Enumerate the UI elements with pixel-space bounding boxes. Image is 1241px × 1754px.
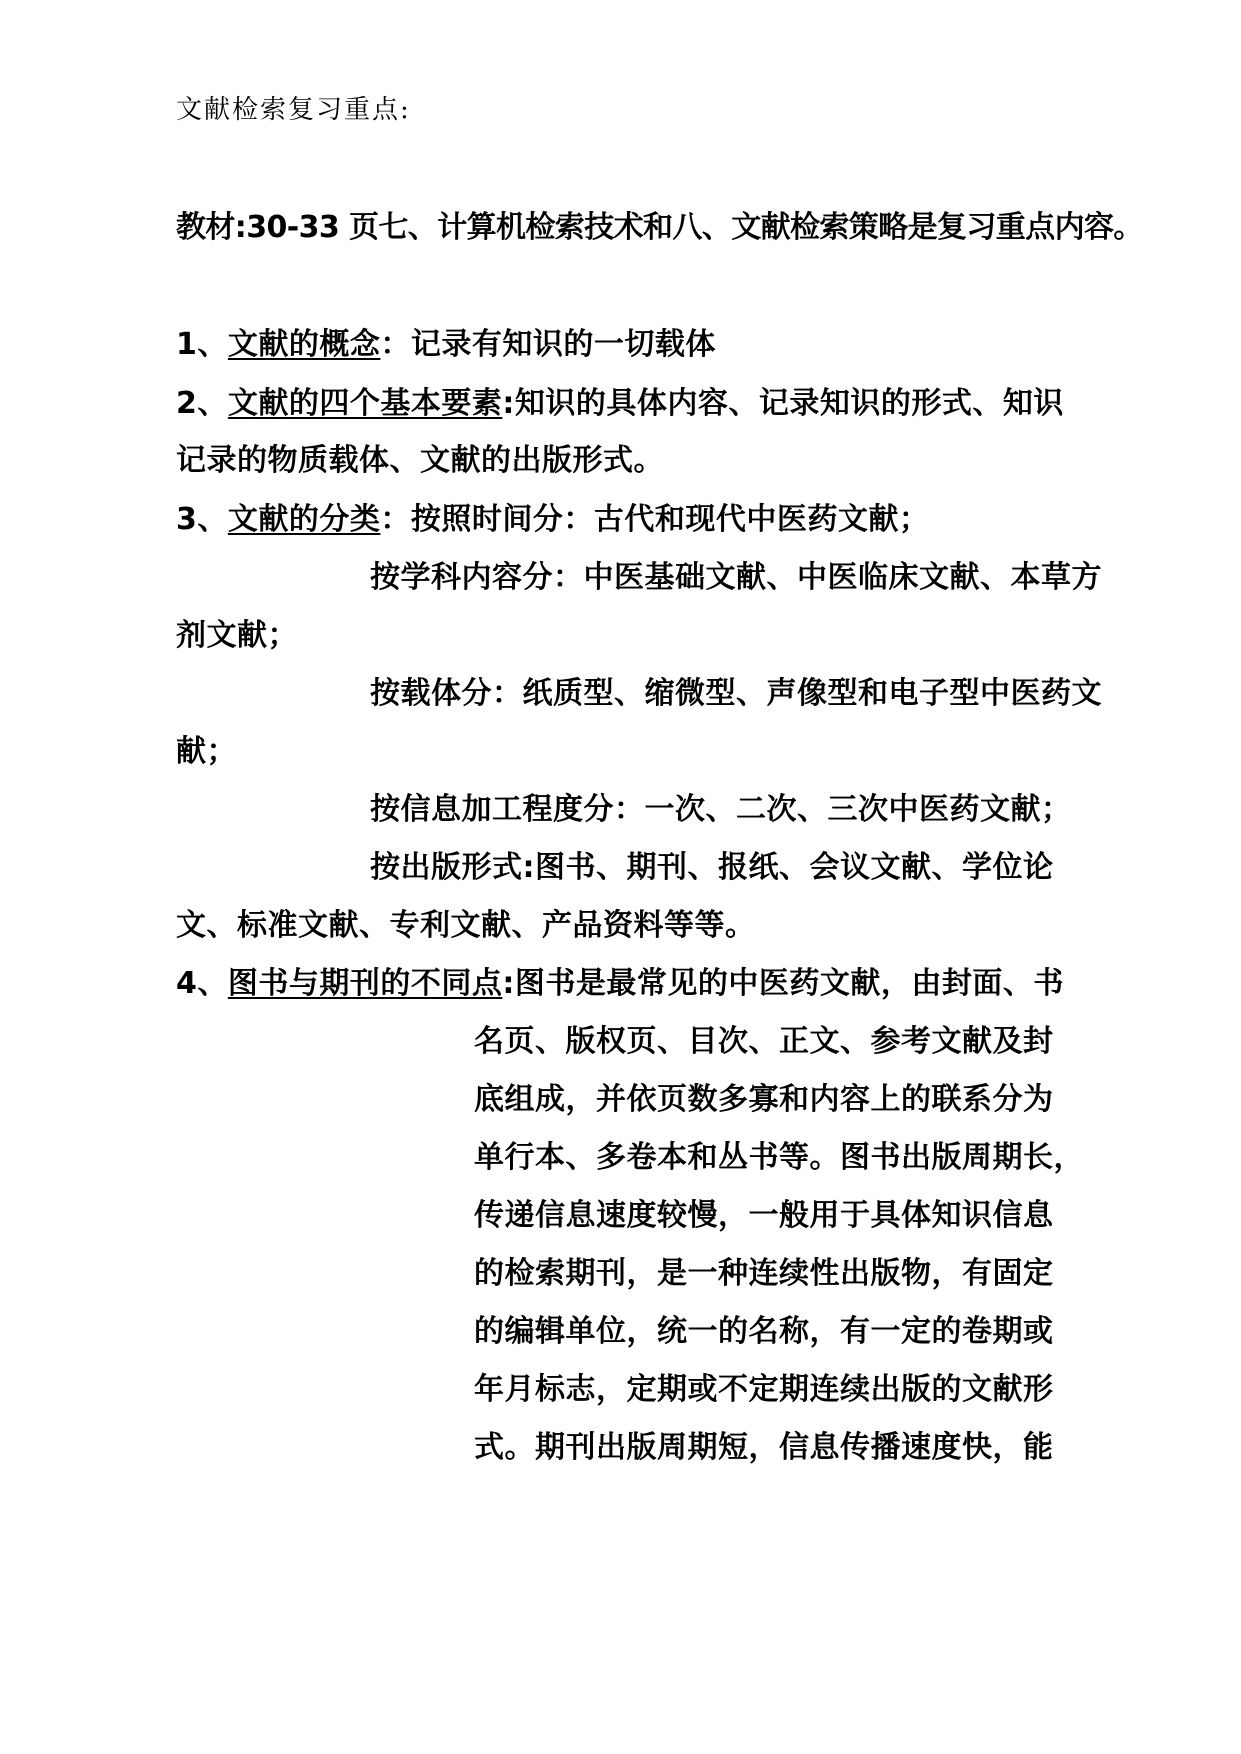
item-2-term: 文献的四个基本要素 <box>227 386 503 421</box>
doc-title: 文献检索复习重点: <box>176 95 411 125</box>
item-4-text: :图书是最常见的中医药文献，由封面、书 <box>502 966 1064 1001</box>
item-4-line: 传递信息速度较慢，一般用于具体知识信息 <box>474 1198 1054 1233</box>
item-3-sub-4: 按出版形式:图书、期刊、报纸、会议文献、学位论 <box>370 850 1054 885</box>
item-4-number: 4、 <box>176 966 228 1001</box>
item-3-sub-2-cont: 献； <box>176 734 237 769</box>
item-4-line: 名页、版权页、目次、正文、参考文献及封 <box>474 1024 1054 1059</box>
item-3-sub-1: 按学科内容分：中医基础文献、中医临床文献、本草方 <box>370 560 1102 595</box>
item-3-sub-1-cont: 剂文献； <box>176 618 298 653</box>
item-4-line: 年月标志，定期或不定期连续出版的文献形 <box>474 1372 1054 1407</box>
item-2-number: 2、 <box>176 386 228 421</box>
item-3-sub-2: 按载体分：纸质型、缩微型、声像型和电子型中医药文 <box>370 676 1102 711</box>
item-3-sub-4-cont: 文、标准文献、专利文献、产品资料等等。 <box>176 908 756 943</box>
item-4-term: 图书与期刊的不同点 <box>227 966 503 1001</box>
item-4-line: 底组成，并依页数多寡和内容上的联系分为 <box>474 1082 1054 1117</box>
item-1-term: 文献的概念 <box>227 327 381 362</box>
item-1-number: 1、 <box>176 327 228 362</box>
item-4 <box>176 964 1064 1004</box>
item-3-term: 文献的分类 <box>227 502 381 537</box>
item-2-text: :知识的具体内容、记录知识的形式、知识 <box>502 386 1064 421</box>
item-2-continuation: 记录的物质载体、文献的出版形式。 <box>176 443 664 478</box>
item-3-text: ：按照时间分：古代和现代中医药文献； <box>380 502 930 537</box>
item-2 <box>176 384 1064 424</box>
item-3-sub-3: 按信息加工程度分：一次、二次、三次中医药文献； <box>370 792 1072 827</box>
item-4-line: 式。期刊出版周期短，信息传播速度快，能 <box>474 1430 1054 1465</box>
item-4-line: 的检索期刊，是一种连续性出版物，有固定 <box>474 1256 1054 1291</box>
item-4-line: 的编辑单位，统一的名称，有一定的卷期或 <box>474 1314 1054 1349</box>
intro-paragraph: 教材:30-33 页七、计算机检索技术和八、文献检索策略是复习重点内容。 <box>176 210 1143 245</box>
item-3-number: 3、 <box>176 502 228 537</box>
item-1 <box>176 325 716 365</box>
item-1-text: ：记录有知识的一切载体 <box>380 327 716 362</box>
item-3 <box>176 500 929 540</box>
item-4-line: 单行本、多卷本和丛书等。图书出版周期长， <box>474 1140 1084 1175</box>
